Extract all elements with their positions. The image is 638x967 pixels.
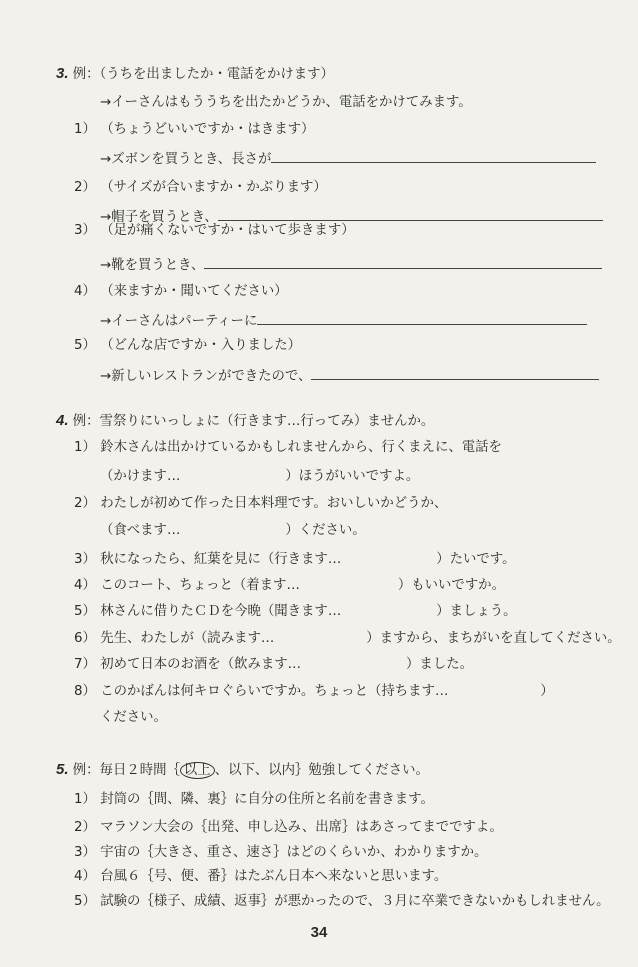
section4-example	[56, 413, 618, 430]
item-prompt: （どんな店ですか・入りました）	[100, 338, 302, 353]
item-number: 2）	[74, 180, 96, 195]
section3-example-text: 例：（うちを出ましたか・電話をかけます）	[72, 67, 334, 82]
section3-item-2	[74, 180, 618, 196]
item-text-open: （かけます…	[100, 469, 181, 484]
answer-blank[interactable]	[257, 312, 587, 325]
item-prompt: （ちょうどいいですか・はきます）	[100, 122, 315, 137]
section3-item-5-answer	[100, 367, 618, 385]
circled-answer: 以上	[180, 762, 215, 779]
item-number: 1）	[74, 792, 96, 807]
section5-example-post: 、以下、以内｝勉強してください。	[214, 763, 429, 778]
item-number: 5）	[74, 338, 96, 353]
section5-item-2	[74, 820, 618, 836]
open-brace: ｛	[166, 763, 180, 778]
section5-item-5	[74, 894, 618, 910]
page-number: 34	[310, 924, 328, 941]
item-number: 4）	[74, 284, 96, 299]
item-number: 3）	[74, 845, 96, 860]
answer-blank[interactable]	[218, 208, 603, 221]
item-number: 5）	[74, 894, 96, 909]
item-text-close: ）ました。	[406, 657, 473, 672]
item-text-close: ）ましょう。	[436, 604, 517, 619]
section5-label: 5.	[56, 761, 69, 778]
section3-item-3	[74, 223, 618, 239]
item-prompt: （足が痛くないですか・はいて歩きます）	[100, 223, 355, 238]
section3-label: 3.	[56, 65, 69, 82]
item-text[interactable]: 封筒の｛間、隣、裏｝に自分の住所と名前を書きます。	[100, 792, 434, 807]
item-text-open: このコート、ちょっと（着ます…	[100, 578, 300, 593]
item-number: 6）	[74, 631, 96, 646]
section4-item-1	[74, 440, 618, 456]
section4-item-8	[74, 684, 618, 700]
section3-item-3-answer	[100, 256, 618, 274]
section3-item-1-answer	[100, 150, 618, 168]
section5-item-1	[74, 792, 618, 808]
item-text[interactable]: マラソン大会の｛出発、申し込み、出席｝はあさってまでですよ。	[100, 820, 503, 835]
answer-prefix: →ズボンを買うとき、長さが	[100, 152, 272, 167]
item-text-close: ）ください。	[285, 523, 366, 538]
item-number: 1）	[74, 440, 96, 455]
item-text[interactable]: 台風６｛号、便、番｝はたぶん日本へ来ないと思います。	[100, 869, 448, 884]
section4-example-text: 例：雪祭りにいっしょに（行きます…行ってみ）ませんか。	[72, 414, 435, 429]
answer-prefix: →新しいレストランができたので、	[100, 369, 312, 384]
item-prompt: （サイズが合いますか・かぶります）	[100, 180, 327, 195]
section5-example-pre: 例：毎日２時間	[72, 763, 167, 778]
section4-item-2	[74, 496, 618, 512]
item-number: 8）	[74, 684, 96, 699]
item-text-close: ）	[540, 684, 554, 699]
section4-item-1-line2	[100, 469, 618, 485]
section3-item-4	[74, 284, 618, 300]
item-number: 1）	[74, 122, 96, 137]
item-number: 5）	[74, 604, 96, 619]
section5-example	[56, 762, 618, 779]
section4-item-8-line2: ください。	[100, 710, 167, 725]
item-text-close: ）ますから、まちがいを直してください。	[366, 631, 621, 646]
answer-blank[interactable]	[204, 256, 602, 269]
answer-blank[interactable]	[271, 150, 596, 163]
section4-label: 4.	[56, 412, 69, 429]
section4-item-2-line2	[100, 523, 618, 539]
section4-item-5	[74, 604, 618, 620]
item-text-open: このかばんは何キロぐらいですか。ちょっと（持ちます…	[100, 684, 449, 699]
section4-item-3	[74, 552, 618, 568]
section3-item-1	[74, 122, 618, 138]
item-text-open: 初めて日本のお酒を（飲みます…	[100, 657, 302, 672]
item-text[interactable]: 宇宙の｛大きさ、重さ、速さ｝はどのくらいか、わかりますか。	[100, 845, 488, 860]
section5-item-4	[74, 869, 618, 885]
item-prompt: （来ますか・聞いてください）	[100, 284, 288, 299]
item-number: 2）	[74, 820, 96, 835]
section4-item-4	[74, 578, 618, 594]
section5-item-3	[74, 845, 618, 861]
item-number: 2）	[74, 496, 96, 511]
answer-blank[interactable]	[311, 367, 599, 380]
item-text: 鈴木さんは出かけているかもしれませんから、行くまえに、電話を	[100, 440, 502, 455]
item-text[interactable]: 試験の｛様子、成績、返事｝が悪かったので、３月に卒業できないかもしれません。	[100, 894, 610, 909]
section3-example-prompt	[56, 66, 618, 83]
item-text-open: （食べます…	[100, 523, 181, 538]
item-number: 7）	[74, 657, 96, 672]
item-text-open: 先生、わたしが（読みます…	[100, 631, 275, 646]
section4-item-7	[74, 657, 618, 673]
item-text-close: ）たいです。	[436, 552, 516, 567]
item-text-close: ）ほうがいいですよ。	[285, 469, 420, 484]
section3-example-answer: →イーさんはもううちを出たかどうか、電話をかけてみます。	[100, 95, 472, 110]
item-number: 3）	[74, 223, 96, 238]
item-text: わたしが初めて作った日本料理です。おいしいかどうか、	[100, 496, 448, 511]
item-number: 4）	[74, 869, 96, 884]
section3-item-5	[74, 338, 618, 354]
answer-prefix: →帽子を買うとき、	[100, 210, 218, 225]
item-text-open: 林さんに借りたＣＤを今晩（聞きます…	[100, 604, 342, 619]
answer-prefix: →靴を買うとき、	[100, 258, 205, 273]
item-number: 4）	[74, 578, 96, 593]
section3-item-4-answer	[100, 312, 618, 330]
section4-item-6	[74, 631, 621, 647]
answer-prefix: →イーさんはパーティーに	[100, 314, 258, 329]
item-text-open: 秋になったら、紅葉を見に（行きます…	[100, 552, 342, 567]
item-number: 3）	[74, 552, 96, 567]
item-text-close: ）もいいですか。	[397, 578, 505, 593]
